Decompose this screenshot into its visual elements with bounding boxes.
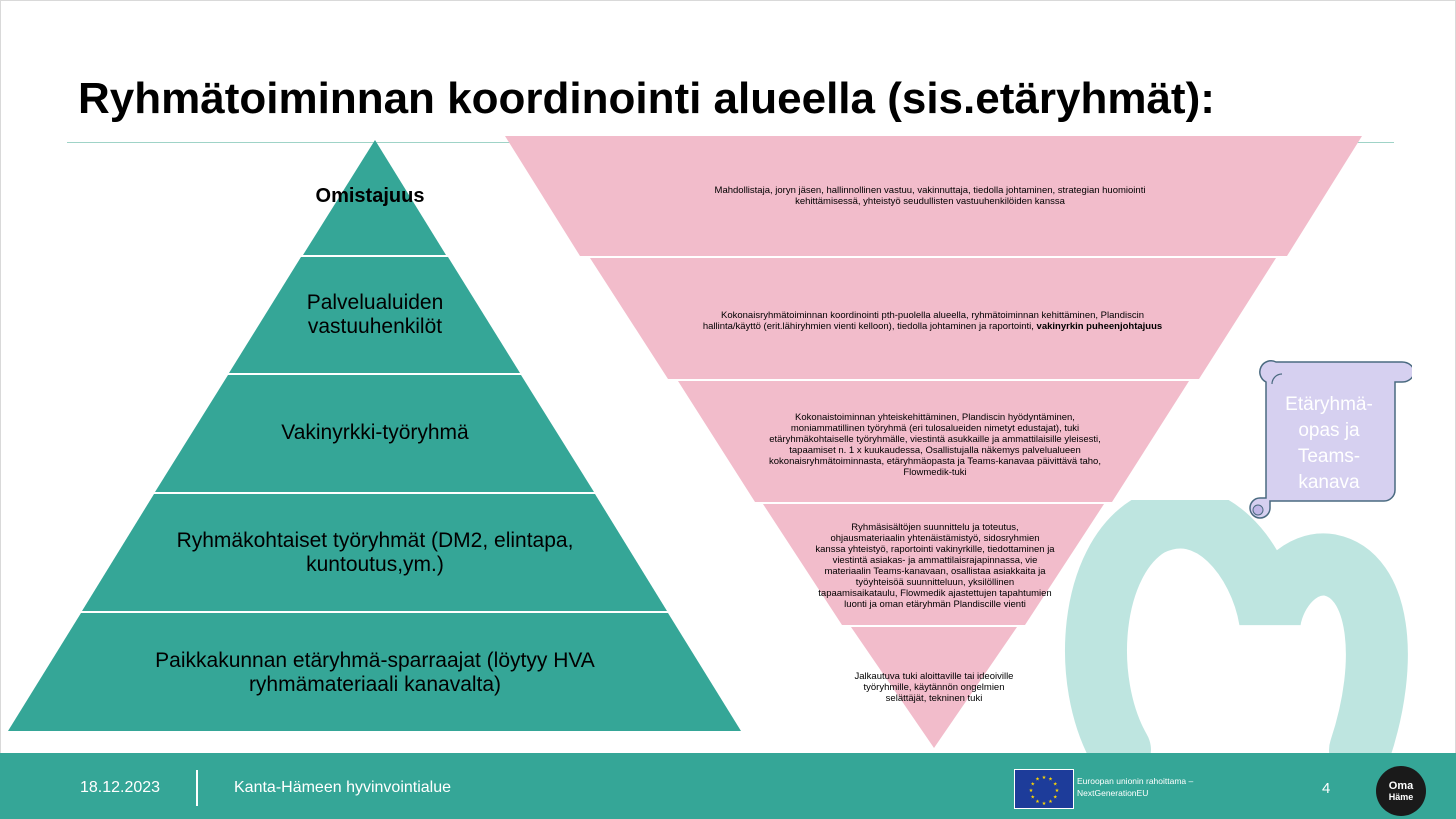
svg-text:★: ★ [1030,794,1036,801]
eu-funding-line-1: Euroopan unionin rahoittama – [1077,776,1194,786]
logo-line-2: Häme [1388,791,1414,802]
footer-bar [0,753,1456,819]
svg-text:★: ★ [1035,799,1040,806]
logo-line-1: Oma [1388,779,1414,792]
svg-text:★: ★ [1054,788,1060,794]
eu-funding-line-2: NextGenerationEU [1077,788,1149,798]
footer-organization: Kanta-Hämeen hyvinvointialue [234,779,452,796]
pyramid-label-3: Vakinyrkki-työryhmä [281,421,469,444]
svg-text:★: ★ [1041,801,1047,807]
svg-text:★: ★ [1052,781,1058,788]
inverted-text-2 [700,296,1165,346]
pyramid-label-4: Ryhmäkohtaiset työryhmät (DM2, elintapa, kuntoutus,ym.) [176,529,574,576]
page-number: 4 [1322,780,1331,797]
scroll-text: Etäryhmä-opas ja Teams-kanava [1285,394,1373,493]
oma-hame-logo [1376,766,1426,816]
pyramid-label-2: Palvelualuiden vastuuhenkilöt [306,291,444,338]
svg-text:★: ★ [1052,794,1058,801]
svg-text:★: ★ [1035,776,1040,783]
footer-separator [196,770,198,806]
inverted-text-3: Kokonaistoiminnan yhteiskehittäminen, Plandiscin hyödyntäminen, moniammatillinen työryhmä (eri tulosalueiden nimetyt edustajat), tuki etäryhmäkohtaiselle työryhmälle, viestintä asukkaille ja ammattilaisille yleisesti, tapaamiset n. 1 x kuukaudessa, Osallistujalla näkemys palvelualueen kokonaisryhmätoiminnasta, etäryhmäopasta ja Teams-kanavaa päivittävä taho, Flowmedik-tuki [769,411,1101,478]
inverted-text-1: Mahdollistaja, joryn jäsen, hallinnollinen vastuu, vakinnuttaja, tiedolla johtaminen, strategian huomiointi kehittämisessä, yhteistyö seudullisten vastuuhenkilöiden kanssa [714,185,1146,207]
svg-text:★: ★ [1041,775,1047,781]
inverted-text-2-bold: vakinyrkin puheenjohtajuus [1036,321,1163,332]
svg-text:★: ★ [1048,776,1053,783]
svg-text:★: ★ [1048,799,1053,806]
inverted-text-5: Jalkautuva tuki aloittaville tai ideoiville työryhmille, käytännön ongelmien selättäjät, tekninen tuki [854,670,1014,704]
svg-text:★: ★ [1030,781,1036,788]
page-title: Ryhmätoiminnan koordinointi alueella (sis.etäryhmät): [78,74,1215,123]
inverted-text-4: Ryhmäsisältöjen suunnittelu ja toteutus, ohjausmateriaalin yhtenäistämistyö, sidosryhmien kanssa yhteistyö, raportointi vakinyrkille, tiedottaminen ja viestintä asiakas- ja ammattilaisrajapinnassa, vie materiaalin Teams-kanavaan, osallistaa asiakkaita ja työyhteisöä suunnitteluun, yksilöllinen tapaamisaikataulu, Flowmedik ajastettujen tapahtumien luonti ja oman etäryhmän Plandiscille vienti [815,522,1055,610]
pyramid-label-5: Paikkakunnan etäryhmä-sparraajat (löytyy HVA ryhmämateriaali kanavalta) [155,649,595,696]
pyramid-label-1: Omistajuus [315,185,425,207]
footer-date: 18.12.2023 [80,779,161,796]
inverted-text-2-body: Kokonaisryhmätoiminnan koordinointi pth-puolella alueella, ryhmätoiminnan kehittäminen, Plandiscin hallinta/käyttö (erit.lähiryhmien vienti kelloon), tiedolla johtaminen ja raportointi, [702,310,1144,332]
eu-flag-icon [1014,769,1074,809]
svg-text:★: ★ [1028,788,1034,794]
eu-funding-text [1077,775,1193,799]
